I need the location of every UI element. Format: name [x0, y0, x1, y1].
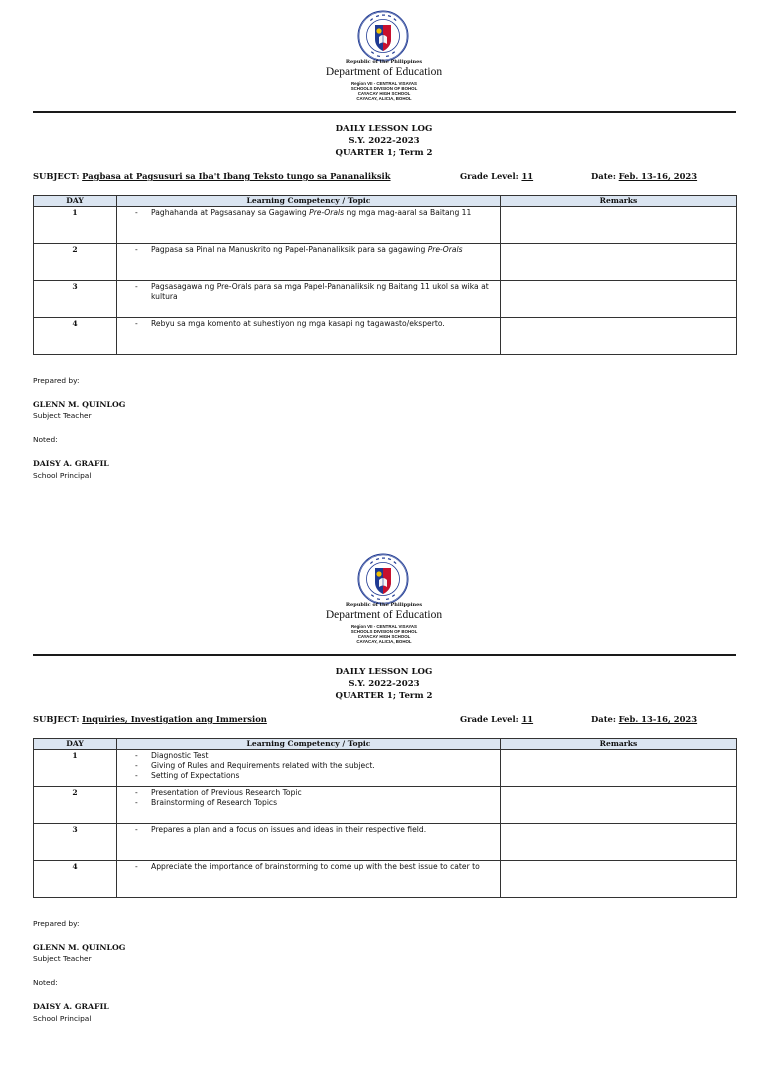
- remarks-cell: [501, 787, 737, 824]
- column-header-topic: Learning Competency / Topic: [117, 196, 501, 207]
- topic-text-emphasis: Pre-Orals: [309, 208, 345, 217]
- noted-label: Noted:: [33, 978, 58, 987]
- date-field: [591, 714, 697, 724]
- topic-text: [151, 771, 239, 781]
- bullet-dash: -: [135, 798, 138, 807]
- day-cell: 3: [34, 281, 117, 318]
- school-address: CAYACAY, ALICIA, BOHOL: [356, 639, 412, 644]
- topic-text: [151, 862, 480, 872]
- topic-cell: [117, 787, 501, 824]
- remarks-cell: [501, 824, 737, 861]
- topic-cell: [117, 750, 501, 787]
- noted-label: Noted:: [33, 435, 58, 444]
- noter-name: DAISY A. GRAFIL: [33, 459, 109, 468]
- topic-cell: [117, 281, 501, 318]
- table-header-row: [34, 739, 737, 750]
- topic-text: [151, 798, 277, 808]
- prepared-by-label: Prepared by:: [33, 919, 80, 928]
- day-cell: 2: [34, 787, 117, 824]
- division-line: SCHOOLS DIVISION OF BOHOL: [350, 86, 418, 91]
- topic-item: [121, 788, 496, 798]
- preparer-title: Subject Teacher: [33, 411, 92, 420]
- day-cell: 2: [34, 244, 117, 281]
- remarks-cell: [501, 861, 737, 898]
- topic-text: [151, 282, 496, 302]
- topic-item: [121, 319, 496, 329]
- topic-item: [121, 761, 496, 771]
- table-row: [34, 281, 737, 318]
- republic-line: Republic of the Philippines: [345, 602, 423, 608]
- topic-cell: [117, 824, 501, 861]
- bullet-dash: -: [135, 771, 138, 780]
- topic-item: [121, 798, 496, 808]
- lesson-table: [33, 195, 737, 355]
- column-header-remarks: Remarks: [501, 739, 737, 750]
- remarks-cell: [501, 750, 737, 787]
- topic-text-part: Pagsasagawa ng Pre-Orals para sa mga Papel-Pananaliksik ng Baitang 11 ukol sa wika at kultura: [151, 282, 489, 301]
- topic-text-part: Giving of Rules and Requirements related with the subject.: [151, 761, 375, 770]
- date-value: Feb. 13-16, 2023: [618, 714, 698, 724]
- topic-text: [151, 761, 375, 771]
- day-cell: 1: [34, 207, 117, 244]
- preparer-name: GLENN M. QUINLOG: [33, 943, 126, 952]
- topic-cell: [117, 207, 501, 244]
- topic-item: [121, 282, 496, 302]
- quarter-term: QUARTER 1; Term 2: [335, 148, 433, 158]
- school-name: CAYACAY HIGH SCHOOL: [357, 634, 411, 639]
- header-divider: [33, 111, 736, 113]
- region-line: Region VII - CENTRAL VISAYAS: [351, 81, 417, 86]
- topic-text: [151, 825, 426, 835]
- table-row: [34, 824, 737, 861]
- day-cell: 1: [34, 750, 117, 787]
- grade-level-value: 11: [521, 171, 534, 181]
- school-year: S.Y. 2022-2023: [348, 136, 420, 146]
- bullet-dash: -: [135, 788, 138, 797]
- school-name: CAYACAY HIGH SCHOOL: [357, 91, 411, 96]
- prepared-by-label: Prepared by:: [33, 376, 80, 385]
- topic-text-part: Appreciate the importance of brainstorming to come up with the best issue to cater to: [151, 862, 480, 871]
- bullet-dash: -: [135, 751, 138, 760]
- subject-label: SUBJECT:: [33, 171, 80, 181]
- bullet-dash: -: [135, 862, 138, 871]
- topic-text-part: Rebyu sa mga komento at suhestiyon ng mga kasapi ng tagawasto/eksperto.: [151, 319, 445, 328]
- column-header-remarks: Remarks: [501, 196, 737, 207]
- republic-line: Republic of the Philippines: [345, 59, 423, 65]
- topic-item: [121, 771, 496, 781]
- noter-title: School Principal: [33, 1014, 92, 1023]
- deped-seal-icon: [357, 10, 409, 62]
- grade-level-field: [460, 171, 533, 181]
- day-cell: 3: [34, 824, 117, 861]
- bullet-dash: -: [135, 319, 138, 328]
- remarks-cell: [501, 207, 737, 244]
- date-value: Feb. 13-16, 2023: [618, 171, 698, 181]
- school-year: S.Y. 2022-2023: [348, 679, 420, 689]
- table-row: [34, 787, 737, 824]
- region-line: Region VII - CENTRAL VISAYAS: [351, 624, 417, 629]
- topic-text-part: Paghahanda at Pagsasanay sa Gagawing: [151, 208, 310, 217]
- subject-value: Pagbasa at Pagsusuri sa Iba't Ibang Teksto tungo sa Pananaliksik: [82, 171, 391, 181]
- lesson-table: [33, 738, 737, 898]
- division-line: SCHOOLS DIVISION OF BOHOL: [350, 629, 418, 634]
- topic-item: [121, 825, 496, 835]
- topic-text-part: Setting of Expectations: [151, 771, 240, 780]
- topic-item: [121, 751, 496, 761]
- topic-text: [151, 208, 471, 218]
- grade-level-label: Grade Level:: [460, 714, 519, 724]
- topic-text-part: Prepares a plan and a focus on issues and ideas in their respective field.: [151, 825, 427, 834]
- table-row: [34, 318, 737, 355]
- topic-item: [121, 208, 496, 218]
- topic-text: [151, 788, 302, 798]
- noter-name: DAISY A. GRAFIL: [33, 1002, 109, 1011]
- remarks-cell: [501, 244, 737, 281]
- date-field: [591, 171, 697, 181]
- table-row: [34, 207, 737, 244]
- bullet-dash: -: [135, 208, 138, 217]
- date-label: Date:: [591, 171, 616, 181]
- log-title: DAILY LESSON LOG: [335, 667, 433, 677]
- day-cell: 4: [34, 861, 117, 898]
- topic-text: [151, 751, 208, 761]
- topic-text: [151, 245, 463, 255]
- department-name: Department of Education: [325, 66, 443, 78]
- table-row: [34, 861, 737, 898]
- subject-field: [33, 171, 391, 181]
- preparer-title: Subject Teacher: [33, 954, 92, 963]
- remarks-cell: [501, 318, 737, 355]
- remarks-cell: [501, 281, 737, 318]
- grade-level-field: [460, 714, 533, 724]
- quarter-term: QUARTER 1; Term 2: [335, 691, 433, 701]
- table-header-row: [34, 196, 737, 207]
- column-header-day: DAY: [34, 739, 117, 750]
- topic-cell: [117, 244, 501, 281]
- table-row: [34, 244, 737, 281]
- topic-text-part: Pagpasa sa Pinal na Manuskrito ng Papel-Pananaliksik para sa gagawing: [151, 245, 428, 254]
- topic-text-part: ng mga mag-aaral sa Baitang 11: [344, 208, 472, 217]
- log-title: DAILY LESSON LOG: [335, 124, 433, 134]
- school-address: CAYACAY, ALICIA, BOHOL: [356, 96, 412, 101]
- topic-cell: [117, 318, 501, 355]
- topic-text-part: Diagnostic Test: [151, 751, 209, 760]
- column-header-day: DAY: [34, 196, 117, 207]
- bullet-dash: -: [135, 761, 138, 770]
- day-cell: 4: [34, 318, 117, 355]
- header-divider: [33, 654, 736, 656]
- topic-text-part: Presentation of Previous Research Topic: [151, 788, 302, 797]
- grade-level-value: 11: [521, 714, 534, 724]
- daily-lesson-log: [0, 543, 768, 1086]
- table-row: [34, 750, 737, 787]
- column-header-topic: Learning Competency / Topic: [117, 739, 501, 750]
- bullet-dash: -: [135, 282, 138, 291]
- subject-field: [33, 714, 267, 724]
- topic-text: [151, 319, 445, 329]
- deped-seal-icon: [357, 553, 409, 605]
- date-label: Date:: [591, 714, 616, 724]
- noter-title: School Principal: [33, 471, 92, 480]
- preparer-name: GLENN M. QUINLOG: [33, 400, 126, 409]
- subject-label: SUBJECT:: [33, 714, 80, 724]
- bullet-dash: -: [135, 825, 138, 834]
- topic-item: [121, 862, 496, 872]
- topic-item: [121, 245, 496, 255]
- grade-level-label: Grade Level:: [460, 171, 519, 181]
- bullet-dash: -: [135, 245, 138, 254]
- topic-text-part: Brainstorming of Research Topics: [151, 798, 278, 807]
- subject-value: Inquiries, Investigation ang Immersion: [82, 714, 267, 724]
- topic-text-emphasis: Pre-Orals: [427, 245, 463, 254]
- topic-cell: [117, 861, 501, 898]
- department-name: Department of Education: [325, 609, 443, 621]
